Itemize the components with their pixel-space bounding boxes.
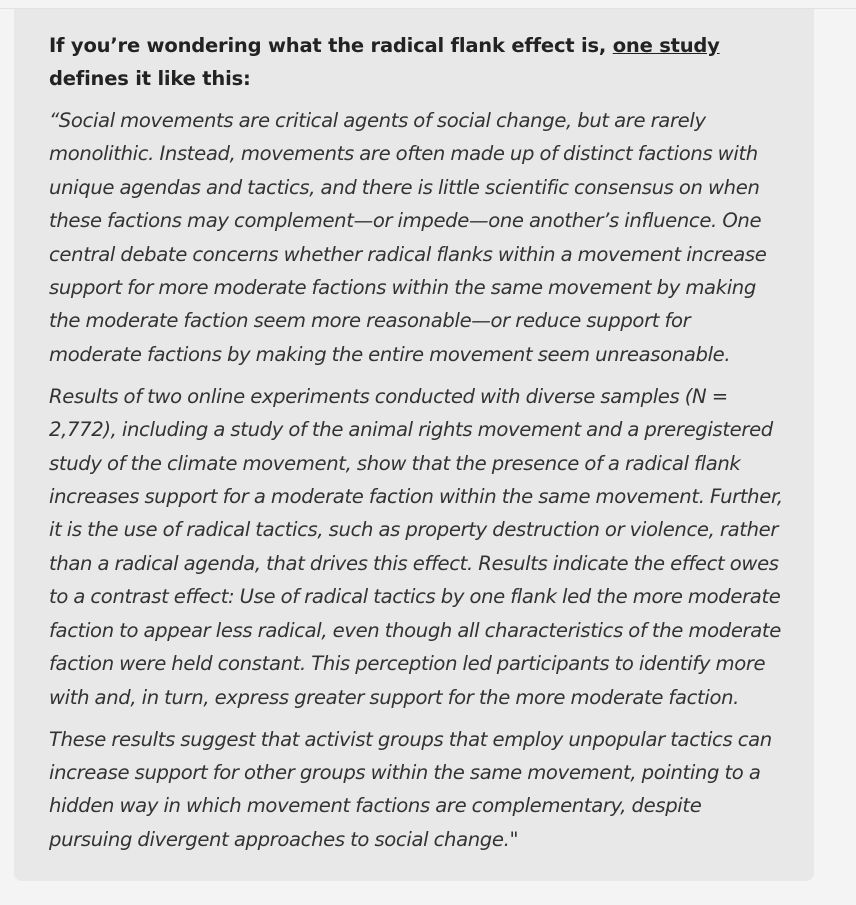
intro-text [49,29,788,95]
quote-paragraph-2: Results of two online experiments conducted with diverse samples (N = 2,772), including a study of the animal rights movement and a preregistered study of the climate movement, show that the presence of a radical flank increases support for a moderate faction within the same movement. Further, it is the use of radical tactics, such as property destruction or violence, rather than a radical agenda, that drives this effect. Results indicate the effect owes to a contrast effect: Use of radical tactics by one flank led the more moderate faction to appear less radical, even though all characteristics of the moderate faction were held constant. This perception led participants to identify more with and, in turn, express greater support for the more moderate faction. [49,384,783,709]
blockquote-box [14,9,814,881]
intro-before-link: If you’re wondering what the radical flank effect is, [49,34,613,57]
one-study-link[interactable]: one study [612,34,720,57]
quote-paragraph-1: “Social movements are critical agents of social change, but are rarely monolithic. Instead, movements are often made up of distinct factions with unique agendas and tactics, and there is little scientific consensus on when these factions may complement—or impede—one another’s influence. One central debate concerns whether radical flanks within a movement increase support for more moderate factions within the same movement by making the moderate faction seem more reasonable—or reduce support for moderate factions by making the entire movement seem unreasonable. [49,109,767,366]
quote-paragraph-3: These results suggest that activist groups that employ unpopular tactics can increase support for other groups within the same movement, pointing to a hidden way in which movement factions are complementary, despite pursuing divergent approaches to social change." [49,727,772,851]
intro-after-link: defines it like this: [49,67,251,90]
